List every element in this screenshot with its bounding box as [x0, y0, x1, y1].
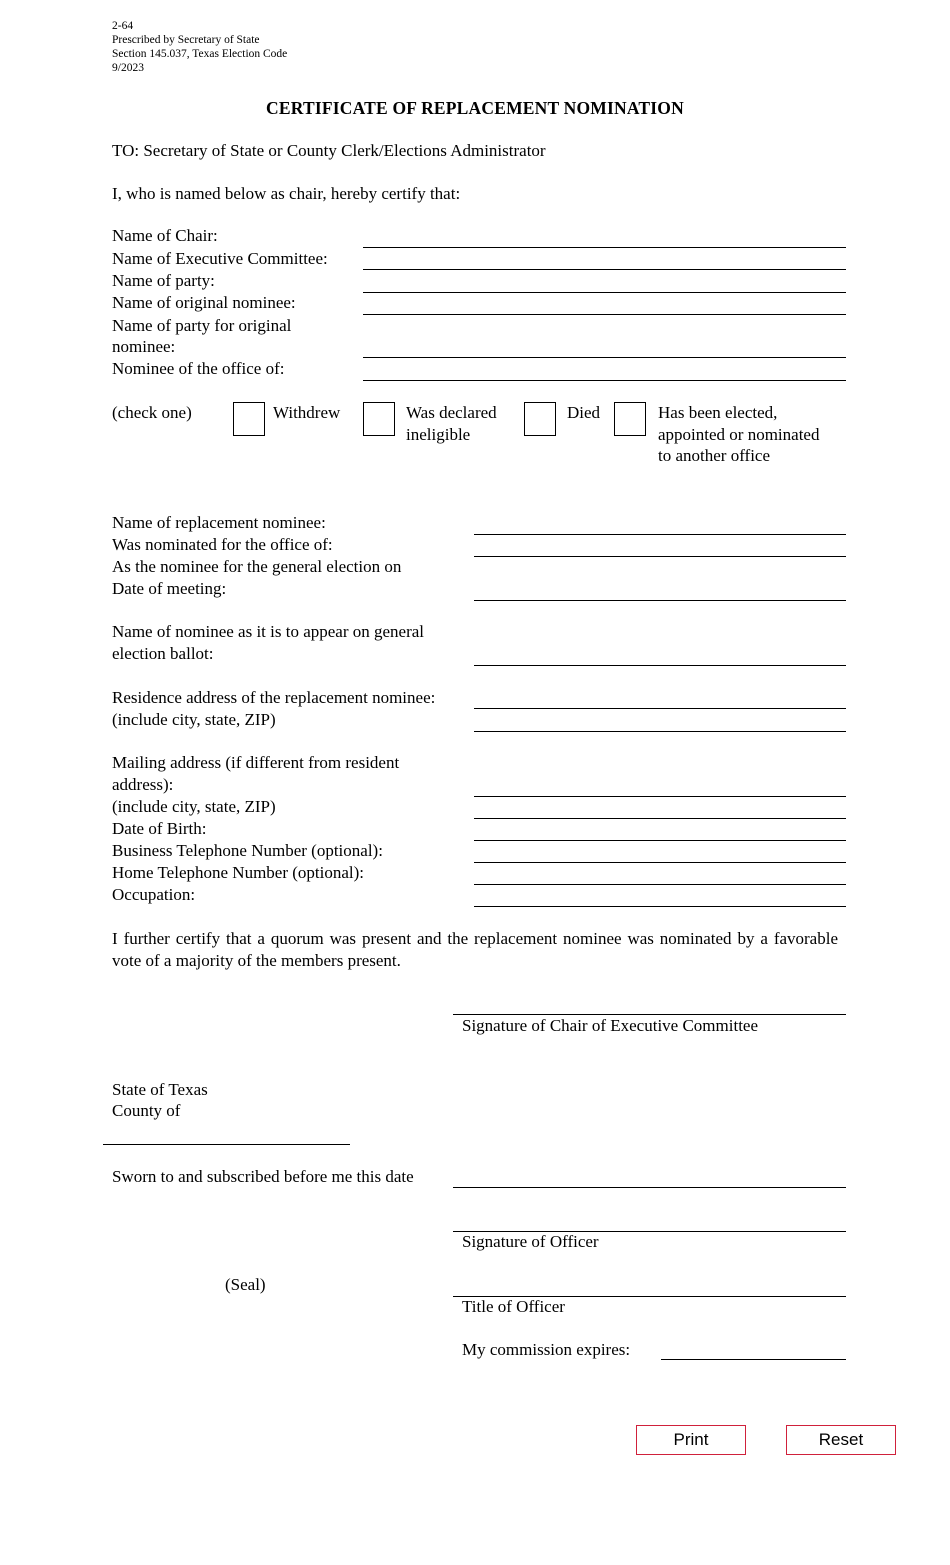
chair-name-label: Name of Chair: [112, 226, 218, 245]
officer-title-input[interactable] [453, 1277, 849, 1295]
business-phone-label: Business Telephone Number (optional): [112, 841, 383, 860]
chair-signature-label: Signature of Chair of Executive Committee [462, 1016, 759, 1035]
mailing-label-line1: Mailing address (if different from resident [112, 753, 400, 772]
officer-signature-input[interactable] [453, 1212, 849, 1230]
committee-name-label: Name of Executive Committee: [112, 249, 328, 268]
certify-paragraph: I further certify that a quorum was present and the replacement nominee was nominated by a favorable vote of a majority of the members present. [112, 929, 838, 970]
mailing-input-2[interactable] [474, 799, 849, 817]
replacement-name-line [474, 534, 846, 535]
withdrew-label: Withdrew [273, 403, 341, 422]
sworn-date-line [453, 1187, 846, 1188]
ineligible-checkbox[interactable] [363, 402, 395, 436]
officer-signature-label: Signature of Officer [462, 1232, 599, 1251]
officer-title-label: Title of Officer [462, 1297, 565, 1316]
meeting-date-line [474, 600, 846, 601]
elected-label-line3: to another office [658, 446, 771, 465]
page-title: CERTIFICATE OF REPLACEMENT NOMINATION [266, 98, 684, 118]
original-party-input[interactable] [363, 338, 849, 356]
occupation-line [474, 906, 846, 907]
elected-label-line1: Has been elected, [658, 403, 778, 422]
sworn-label: Sworn to and subscribed before me this date [112, 1167, 414, 1186]
prescribed-by: Prescribed by Secretary of State [112, 34, 260, 46]
office-line [363, 380, 846, 381]
withdrew-checkbox[interactable] [233, 402, 265, 436]
original-nominee-line [363, 314, 846, 315]
dob-label: Date of Birth: [112, 819, 207, 838]
replacement-name-label: Name of replacement nominee: [112, 513, 326, 532]
ballot-name-line [474, 665, 846, 666]
state-label: State of Texas [112, 1080, 208, 1099]
replacement-office-line [474, 556, 846, 557]
business-phone-input[interactable] [474, 843, 849, 861]
occupation-input[interactable] [474, 887, 849, 905]
ballot-name-label-line2: election ballot: [112, 644, 214, 663]
party-name-label: Name of party: [112, 271, 215, 290]
elected-label-line2: appointed or nominated [658, 425, 820, 444]
general-election-label: As the nominee for the general election on [112, 557, 402, 576]
died-checkbox[interactable] [524, 402, 556, 436]
mailing-label-line2: address): [112, 775, 174, 794]
addressee-line: TO: Secretary of State or County Clerk/Elections Administrator [112, 141, 546, 160]
committee-name-input[interactable] [363, 250, 849, 268]
check-one-label: (check one) [112, 403, 192, 422]
dob-line [474, 840, 846, 841]
ineligible-label-line2: ineligible [406, 425, 471, 444]
reset-button[interactable]: Reset [786, 1425, 896, 1455]
chair-signature-input[interactable] [453, 995, 849, 1013]
occupation-label: Occupation: [112, 885, 196, 904]
home-phone-label: Home Telephone Number (optional): [112, 863, 365, 882]
county-line [103, 1144, 350, 1145]
original-nominee-input[interactable] [363, 295, 849, 313]
form-date: 9/2023 [112, 62, 144, 74]
original-nominee-label: Name of original nominee: [112, 293, 296, 312]
home-phone-line [474, 884, 846, 885]
form-number: 2-64 [112, 20, 134, 32]
original-party-line [363, 357, 846, 358]
residence-line-1 [474, 708, 846, 709]
sworn-date-input[interactable] [453, 1168, 849, 1186]
replacement-name-input[interactable] [474, 515, 849, 533]
seal-label: (Seal) [225, 1275, 266, 1294]
mailing-label-line3: (include city, state, ZIP) [112, 797, 276, 816]
original-party-label-line2: nominee: [112, 337, 176, 356]
died-label: Died [567, 403, 601, 422]
chair-name-input[interactable] [363, 228, 849, 246]
county-label: County of [112, 1101, 181, 1120]
office-label: Nominee of the office of: [112, 359, 285, 378]
dob-input[interactable] [474, 821, 849, 839]
meeting-date-label: Date of meeting: [112, 579, 227, 598]
ineligible-label-line1: Was declared [406, 403, 497, 422]
mailing-input-1[interactable] [474, 777, 849, 795]
county-input[interactable] [103, 1125, 353, 1143]
commission-input[interactable] [661, 1340, 849, 1358]
residence-label-line1: Residence address of the replacement nominee: [112, 688, 436, 707]
residence-line-2 [474, 731, 846, 732]
intro-statement: I, who is named below as chair, hereby certify that: [112, 184, 461, 203]
print-button[interactable]: Print [636, 1425, 746, 1455]
chair-name-line [363, 247, 846, 248]
residence-input-1[interactable] [474, 689, 849, 707]
commission-line [661, 1359, 846, 1360]
home-phone-input[interactable] [474, 865, 849, 883]
replacement-office-input[interactable] [474, 537, 849, 555]
office-input[interactable] [363, 361, 849, 379]
elected-checkbox[interactable] [614, 402, 646, 436]
ballot-name-label-line1: Name of nominee as it is to appear on general [112, 622, 425, 641]
mailing-line-2 [474, 818, 846, 819]
code-section: Section 145.037, Texas Election Code [112, 48, 288, 60]
party-name-line [363, 292, 846, 293]
meeting-date-input[interactable] [474, 581, 849, 599]
replacement-office-label: Was nominated for the office of: [112, 535, 333, 554]
commission-label: My commission expires: [462, 1340, 631, 1359]
business-phone-line [474, 862, 846, 863]
residence-label-line2: (include city, state, ZIP) [112, 710, 276, 729]
residence-input-2[interactable] [474, 712, 849, 730]
committee-name-line [363, 269, 846, 270]
original-party-label-line1: Name of party for original [112, 316, 292, 335]
ballot-name-input[interactable] [474, 646, 849, 664]
party-name-input[interactable] [363, 273, 849, 291]
mailing-line-1 [474, 796, 846, 797]
